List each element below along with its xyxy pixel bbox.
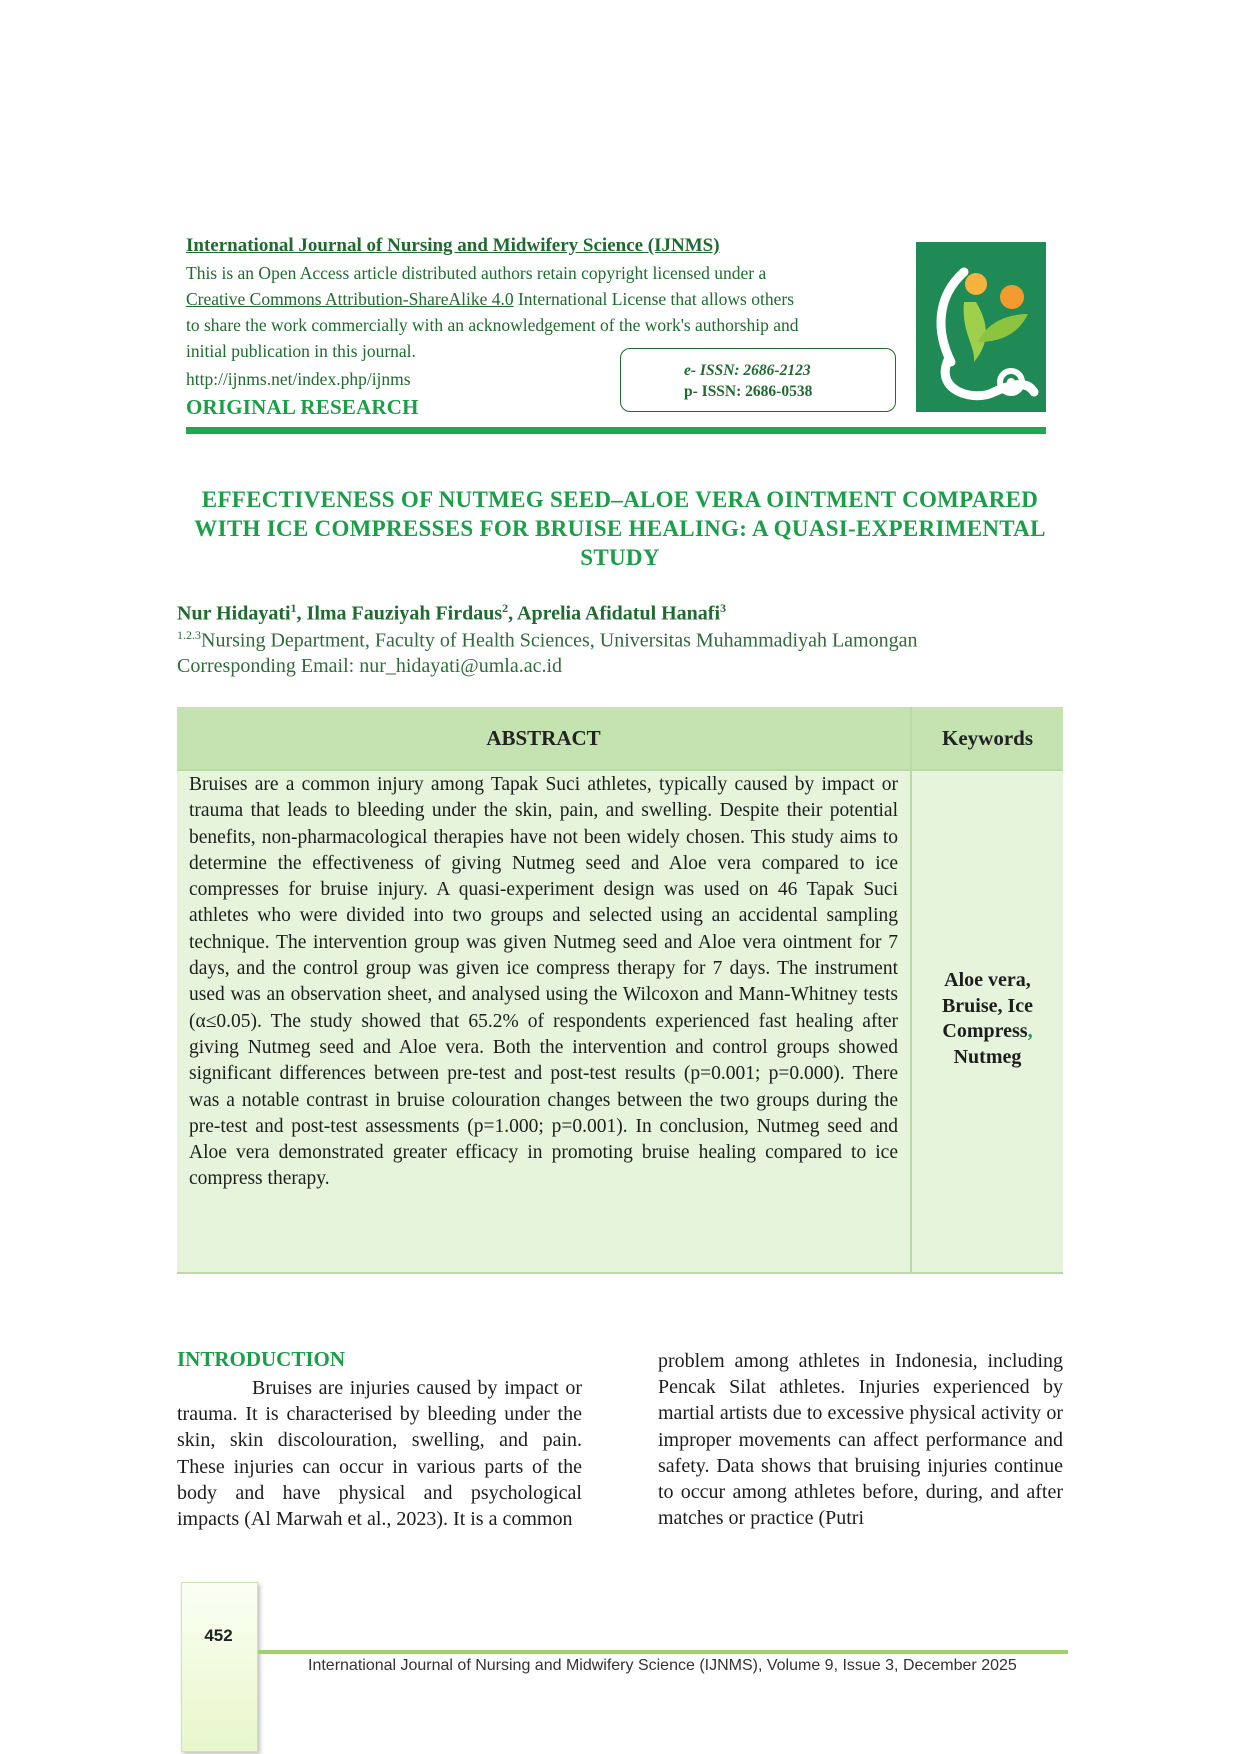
keyword-line: Bruise, Ice xyxy=(941,994,1034,1017)
license-line-2 xyxy=(186,288,794,310)
abstract-heading: ABSTRACT xyxy=(486,726,601,750)
author-affiliation-mark: 1 xyxy=(290,601,297,615)
introduction-column-1 xyxy=(177,1375,582,1532)
author-separator: , xyxy=(508,602,518,625)
article-title: EFFECTIVENESS OF NUTMEG SEED–ALOE VERA OINTMENT COMPARED WITH ICE COMPRESSES FOR BRUISE HEALING: A QUASI-EXPERIMENTAL STUDY xyxy=(194,487,1046,570)
e-issn: e- ISSN: 2686-2123 xyxy=(684,362,811,379)
section-label: ORIGINAL RESEARCH xyxy=(186,395,419,419)
page-number: 452 xyxy=(204,1626,233,1645)
issn-box xyxy=(620,348,896,412)
header-divider xyxy=(186,427,1046,434)
stethoscope-leaf-logo-icon xyxy=(916,242,1046,412)
introduction-text-1: Bruises are injuries caused by impact or trauma. It is characterised by bleeding under the skin, skin discolouration, swelling, and pain. These injuries can occur in various parts of the body and have physical and psychological impacts (Al Marwah et al., 2023). It is a common xyxy=(177,1377,582,1531)
keyword-line xyxy=(912,1019,1063,1045)
keyword-text: Compress xyxy=(942,1020,1028,1042)
author-name: Ilma Fauziyah Firdaus xyxy=(306,602,503,625)
keywords-heading: Keywords xyxy=(942,726,1033,750)
abstract-text: Bruises are a common injury among Tapak Suci athletes, typically caused by impact or trauma that leads to bleeding under the skin, pain, and swelling. Despite their potential benefits, non-pharmacological therapies have not been widely chosen. This study aims to determine the effectiveness of giving Nutmeg seed and Aloe vera compared to ice compresses for bruise injury. A quasi-experiment design was used on 46 Tapak Suci athletes who were divided into two groups and selected using an accidental sampling technique. The intervention group was given Nutmeg seed and Aloe vera ointment for 7 days, and the control group was given ice compress therapy for 7 days. The instrument used was an observation sheet, and analysed using the Wilcoxon and Mann-Whitney tests (α≤0.05). The study showed that 65.2% of respondents experienced fast healing after giving Nutmeg seed and Aloe vera. Both the intervention and control groups showed significant differences between pre-test and post-test results (p=0.001; p=0.000). There was a notable contrast in bruise colouration changes between the two groups during the pre-test and post-test assessments (p=1.000; p=0.001). In conclusion, Nutmeg seed and Aloe vera demonstrated greater efficacy in promoting bruise healing compared to ice compress therapy. xyxy=(189,774,898,1190)
introduction-column-2: problem among athletes in Indonesia, including Pencak Silat athletes. Injuries experienced by martial artists due to excessive physical activity or improper movements can affect performance and safety. Data shows that bruising injuries continue to occur among athletes before, during, and after matches or practice (Putri xyxy=(658,1350,1063,1530)
footer-divider xyxy=(258,1650,1068,1654)
author-affiliation-mark: 3 xyxy=(720,601,727,615)
footer-citation: International Journal of Nursing and Midwifery Science (IJNMS), Volume 9, Issue 3, December 2025 xyxy=(308,1657,1017,1674)
corresponding-email[interactable]: Corresponding Email: nur_hidayati@umla.ac.id xyxy=(177,655,562,677)
affiliation xyxy=(177,628,917,653)
author-name: Nur Hidayati xyxy=(177,602,291,625)
license-line-2-rest: International License that allows others xyxy=(513,289,795,309)
page-number-tab xyxy=(181,1582,258,1752)
author-name: Aprelia Afidatul Hanafi xyxy=(517,602,721,625)
keyword-line: Aloe vera, xyxy=(944,969,1031,991)
author-list xyxy=(177,601,726,626)
table-row-divider xyxy=(177,769,1063,771)
author-affiliation-mark: 2 xyxy=(502,601,509,615)
journal-url[interactable]: http://ijnms.net/index.php/ijnms xyxy=(186,369,411,389)
license-line-4: initial publication in this journal. xyxy=(186,341,416,361)
journal-title: International Journal of Nursing and Midwifery Science (IJNMS) xyxy=(186,235,720,256)
author-separator: , xyxy=(296,602,307,625)
p-issn: p- ISSN: 2686-0538 xyxy=(684,383,813,400)
affiliation-mark: 1.2.3 xyxy=(177,628,201,642)
keywords-list xyxy=(912,968,1063,1070)
keyword-line: Nutmeg xyxy=(953,1045,1022,1068)
affiliation-text: Nursing Department, Faculty of Health Sciences, Universitas Muhammadiyah Lamongan xyxy=(201,629,918,652)
license-line-1: This is an Open Access article distributed authors retain copyright licensed under a xyxy=(186,263,767,283)
cc-license-link[interactable]: Creative Commons Attribution-ShareAlike 4.0 xyxy=(186,289,514,309)
license-line-3: to share the work commercially with an acknowledgement of the work's authorship and xyxy=(186,315,799,335)
introduction-heading: INTRODUCTION xyxy=(177,1347,346,1371)
keyword-comma: , xyxy=(1027,1020,1033,1042)
